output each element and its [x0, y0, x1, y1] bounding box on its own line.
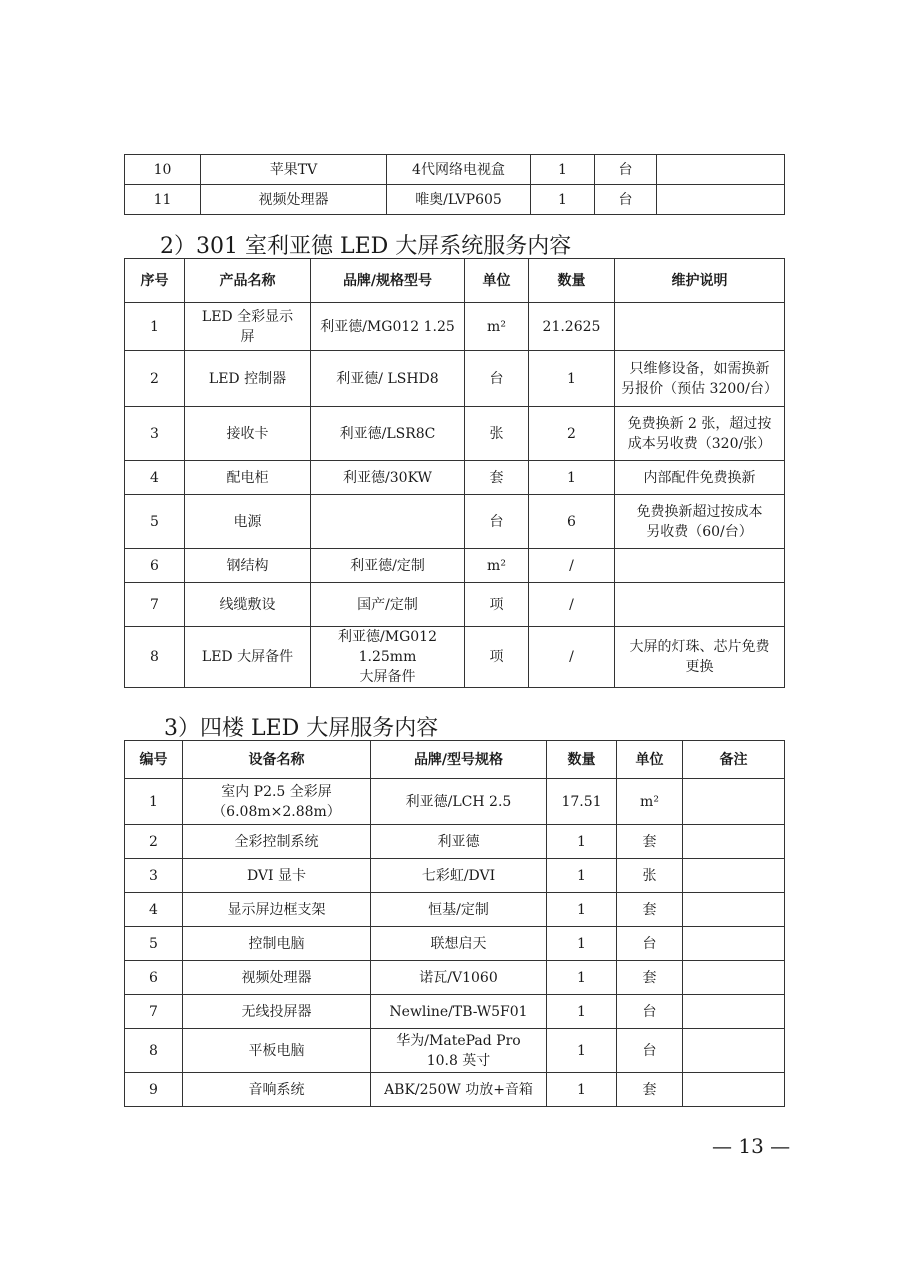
table-cell: 4代网络电视盒: [387, 155, 531, 185]
table-cell: 平板电脑: [183, 1029, 371, 1073]
table-cell: 2: [125, 351, 185, 407]
table-cell: 套: [617, 825, 683, 859]
table-cell: 国产/定制: [311, 583, 465, 627]
table-cell: 室内 P2.5 全彩屏 （6.08m×2.88m）: [183, 779, 371, 825]
table-cell: 控制电脑: [183, 927, 371, 961]
table-cell: 3: [125, 859, 183, 893]
table-cell: m²: [465, 303, 529, 351]
table-cell: 利亚德/MG012 1.25: [311, 303, 465, 351]
table-cell: 利亚德/定制: [311, 549, 465, 583]
table-row: [125, 859, 785, 893]
table-cell: 张: [617, 859, 683, 893]
table-row: [125, 927, 785, 961]
table-cell: DVI 显卡: [183, 859, 371, 893]
table-cell: 21.2625: [529, 303, 615, 351]
table-cell: 3: [125, 407, 185, 461]
table-cell: 套: [465, 461, 529, 495]
column-header: 数量: [547, 741, 617, 779]
table-cell: 项: [465, 627, 529, 688]
table-cell: 利亚德/LSR8C: [311, 407, 465, 461]
table-row: [125, 995, 785, 1029]
table-row: [125, 461, 785, 495]
table-cell: 七彩虹/DVI: [371, 859, 547, 893]
table-cell: [657, 185, 785, 215]
table-cell: 台: [465, 495, 529, 549]
table-row: [125, 1029, 785, 1073]
table-cell: 免费换新 2 张，超过按 成本另收费（320/张）: [615, 407, 785, 461]
table-cell: 2: [529, 407, 615, 461]
column-header: 品牌/规格型号: [311, 259, 465, 303]
table-cell: 套: [617, 893, 683, 927]
table-cell: 苹果TV: [201, 155, 387, 185]
table-cell: [615, 303, 785, 351]
table-cell: [683, 961, 785, 995]
section-2-heading: 2）301 室利亚德 LED 大屏系统服务内容: [160, 234, 572, 259]
table-cell: 视频处理器: [183, 961, 371, 995]
table-cell: [683, 859, 785, 893]
table-cell: 台: [617, 927, 683, 961]
table-cell: [683, 825, 785, 859]
table-cell: 线缆敷设: [185, 583, 311, 627]
table-cell: 华为/MatePad Pro 10.8 英寸: [371, 1029, 547, 1073]
table-cell: LED 控制器: [185, 351, 311, 407]
table-cell: [683, 995, 785, 1029]
table-cell: 联想启天: [371, 927, 547, 961]
table-cell: Newline/TB-W5F01: [371, 995, 547, 1029]
table-cell: 项: [465, 583, 529, 627]
table-cell: ABK/250W 功放+音箱: [371, 1073, 547, 1107]
table-cell: 张: [465, 407, 529, 461]
column-header: 维护说明: [615, 259, 785, 303]
column-header: 单位: [465, 259, 529, 303]
table-cell: 利亚德/LCH 2.5: [371, 779, 547, 825]
table-cell: [615, 549, 785, 583]
table-cell: 1: [547, 961, 617, 995]
table-cell: 台: [617, 1029, 683, 1073]
table-cell: 1: [529, 461, 615, 495]
table-cell: 1: [125, 779, 183, 825]
table-cell: 1: [547, 1029, 617, 1073]
table-cell: /: [529, 549, 615, 583]
table-cell: 利亚德/30KW: [311, 461, 465, 495]
column-header: 备注: [683, 741, 785, 779]
table-row: [125, 893, 785, 927]
table-cell: 大屏的灯珠、芯片免费 更换: [615, 627, 785, 688]
column-header: 序号: [125, 259, 185, 303]
table-cell: 显示屏边框支架: [183, 893, 371, 927]
table-cell: 5: [125, 927, 183, 961]
table-cell: 全彩控制系统: [183, 825, 371, 859]
table-cell: /: [529, 583, 615, 627]
table-cell: /: [529, 627, 615, 688]
table-cell: [657, 155, 785, 185]
table-cell: 6: [125, 549, 185, 583]
table-cell: 利亚德/MG012 1.25mm 大屏备件: [311, 627, 465, 688]
table-cell: m²: [465, 549, 529, 583]
table-row: [125, 495, 785, 549]
section-3-heading: 3）四楼 LED 大屏服务内容: [164, 716, 439, 741]
table-cell: 接收卡: [185, 407, 311, 461]
table-cell: 17.51: [547, 779, 617, 825]
page-number: — 13 —: [712, 1134, 791, 1158]
table-cell: 台: [595, 185, 657, 215]
table-row: [125, 961, 785, 995]
table-cell: 1: [531, 185, 595, 215]
table-row: [125, 583, 785, 627]
table-cell: 只维修设备，如需换新 另报价（预估 3200/台）: [615, 351, 785, 407]
table-cell: 电源: [185, 495, 311, 549]
table-cell: 套: [617, 1073, 683, 1107]
table-cell: 恒基/定制: [371, 893, 547, 927]
table-cell: 诺瓦/V1060: [371, 961, 547, 995]
table-cell: 11: [125, 185, 201, 215]
table-cell: 8: [125, 1029, 183, 1073]
table-cell: 配电柜: [185, 461, 311, 495]
column-header: 编号: [125, 741, 183, 779]
table-cell: 7: [125, 583, 185, 627]
table-cell: [683, 893, 785, 927]
table-cell: [683, 1073, 785, 1107]
table-row: [125, 779, 785, 825]
column-header: 品牌/型号规格: [371, 741, 547, 779]
table-cell: 音响系统: [183, 1073, 371, 1107]
table-cell: 9: [125, 1073, 183, 1107]
table-cell: 利亚德: [371, 825, 547, 859]
table-cell: 1: [547, 825, 617, 859]
table-row: [125, 155, 785, 185]
table-row: [125, 825, 785, 859]
table-cell: [311, 495, 465, 549]
table-cell: 4: [125, 893, 183, 927]
table-cell: [683, 779, 785, 825]
table-cell: 1: [547, 995, 617, 1029]
table-cell: 7: [125, 995, 183, 1029]
table-cell: 视频处理器: [201, 185, 387, 215]
table-cell: [683, 1029, 785, 1073]
table-cell: 钢结构: [185, 549, 311, 583]
equipment-table-continued: [124, 154, 785, 215]
table-cell: 利亚德/ LSHD8: [311, 351, 465, 407]
table-row: [125, 1073, 785, 1107]
table-cell: LED 全彩显示 屏: [185, 303, 311, 351]
table-cell: 1: [547, 859, 617, 893]
table-cell: 6: [529, 495, 615, 549]
table-cell: 6: [125, 961, 183, 995]
table-cell: 1: [547, 893, 617, 927]
table-cell: 1: [547, 1073, 617, 1107]
table-cell: [683, 927, 785, 961]
table-cell: [615, 583, 785, 627]
table-cell: 10: [125, 155, 201, 185]
table-cell: 内部配件免费换新: [615, 461, 785, 495]
table-cell: 2: [125, 825, 183, 859]
table-cell: 1: [547, 927, 617, 961]
table-cell: 台: [465, 351, 529, 407]
table-cell: m²: [617, 779, 683, 825]
table-row: [125, 185, 785, 215]
column-header: 设备名称: [183, 741, 371, 779]
table-cell: 4: [125, 461, 185, 495]
table-cell: 唯奥/LVP605: [387, 185, 531, 215]
table-row: [125, 351, 785, 407]
room-301-led-table: [124, 258, 785, 688]
table-cell: 套: [617, 961, 683, 995]
table-row: [125, 627, 785, 688]
fourth-floor-led-table: [124, 740, 785, 1107]
table-cell: 台: [617, 995, 683, 1029]
table-cell: 1: [529, 351, 615, 407]
table-cell: LED 大屏备件: [185, 627, 311, 688]
table-row: [125, 549, 785, 583]
column-header: 单位: [617, 741, 683, 779]
table-row: [125, 407, 785, 461]
table-row: [125, 303, 785, 351]
table-cell: 1: [531, 155, 595, 185]
table-cell: 1: [125, 303, 185, 351]
table-cell: 免费换新超过按成本 另收费（60/台）: [615, 495, 785, 549]
column-header: 数量: [529, 259, 615, 303]
table-cell: 无线投屏器: [183, 995, 371, 1029]
table-cell: 5: [125, 495, 185, 549]
table-cell: 台: [595, 155, 657, 185]
column-header: 产品名称: [185, 259, 311, 303]
table-cell: 8: [125, 627, 185, 688]
